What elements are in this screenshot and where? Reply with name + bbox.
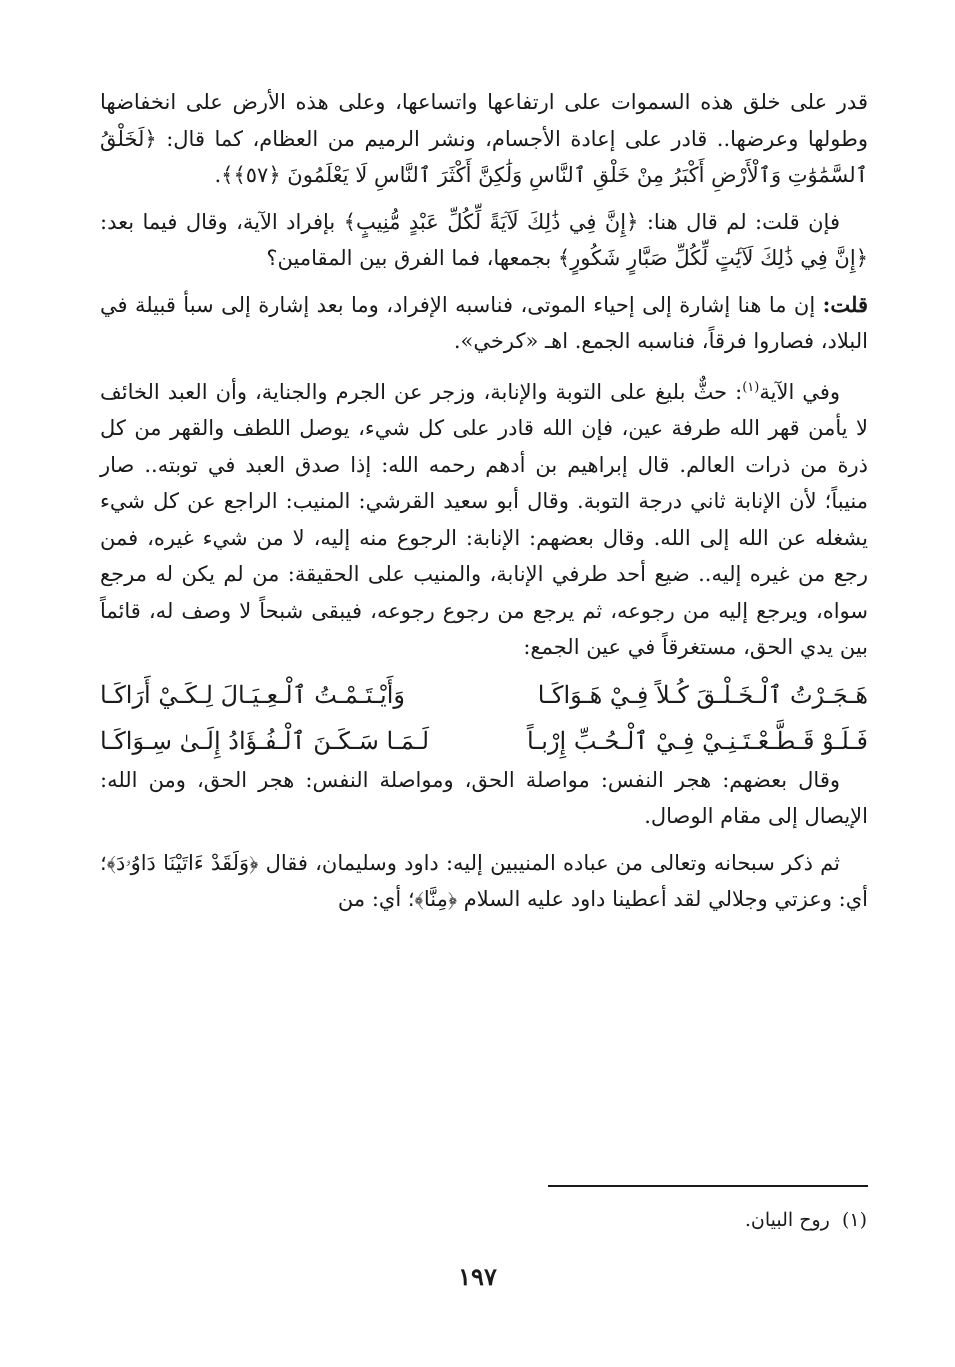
paragraph-6: ثم ذكر سبحانه وتعالى من عباده المنيبين إليه: داود وسليمان، فقال ﴿وَلَقَدْ ءَاتَيْنَا دَاوُۥدَ﴾؛ أي: وعزتي وجلالي لقد أعطينا داود عليه السلام ﴿مِنَّا﴾؛ أي: من (100, 850, 868, 911)
poem-line-1-first-hemistich: هَـجَـرْتُ ٱلْـخَـلْـقَ كُـلاً فِـيْ هَـوَاكَـا (537, 680, 868, 709)
paragraph-4-body: حثٌّ بليغ على التوبة والإنابة، وزجر عن الجرم والجناية، وأن العبد الخائف لا يأمن قهر الله طرفة عين، فإن الله قادر على كل شيء، يوصل اللطف والقهر من كل ذرة من ذرات العالم. قال إبراهيم بن أدهم رحمه الله: إذا صدق العبد في توبته.. صار منيباً؛ لأن الإنابة ثاني درجة التوبة. وقال أبو سعيد القرشي: المنيب: الراجع عن كل شيء يشغله عن الله إلى الله. وقال بعضهم: الإنابة: الرجوع منه إليه، لا من شيء غيره، فمن رجع من غيره إليه.. ضيع أحد طرفي الإنابة، والمنيب على الحقيقة: من لم يكن له مرجع سواه، ويرجع إليه من رجوعه، ثم يرجع من رجوع رجوعه، فيبقى شبحاً لا وصف له، قائماً بين يدي الحق، مستغرقاً في عين الجمع: (100, 379, 868, 659)
poem-line-2 (100, 720, 868, 762)
paragraph-3 (100, 287, 868, 360)
footnote-marker: (١) (841, 1209, 867, 1231)
paragraph-4 (100, 370, 868, 666)
paragraph-3-body: إن ما هنا إشارة إلى إحياء الموتى، فناسبه الإفراد، وما بعد إشارة إلى سبأ قبيلة في البلاد، فصاروا فرقاً، فناسبه الجمع. اهـ «كرخي». (100, 292, 868, 353)
paragraph-5: وقال بعضهم: هجر النفس: مواصلة الحق، ومواصلة النفس: هجر الحق، ومن الله: الإيصال إلى مقام الوصال. (100, 767, 868, 828)
qult-label: قلت: (822, 291, 869, 317)
main-text (100, 84, 868, 918)
colon: : (735, 379, 743, 404)
footnote-text: روح البيان. (744, 1209, 830, 1231)
paragraph-2: فإن قلت: لم قال هنا: ﴿إِنَّ فِي ذَٰلِكَ لَآيَةً لِّكُلِّ عَبْدٍ مُّنِيبٍ﴾ بإفراد الآية، وقال فيما بعد: ﴿إِنَّ فِي ذَٰلِكَ لَآيَٰتٍ لِّكُلِّ صَبَّارٍ شَكُورٍ﴾ بجمعها، فما الفرق بين المقامين؟ (100, 209, 868, 270)
footnote (745, 1206, 867, 1234)
paragraph-1: قدر على خلق هذه السموات على ارتفاعها واتساعها، وعلى هذه الأرض على انخفاضها وطولها وعرضها.. قادر على إعادة الأجسام، ونشر الرميم من العظام، كما قال: ﴿لَخَلْقُ ٱلسَّمَٰوَٰتِ وَٱلْأَرْضِ أَكْبَرُ مِنْ خَلْقِ ٱلنَّاسِ وَلَٰكِنَّ أَكْثَرَ ٱلنَّاسِ لَا يَعْلَمُونَ ﴿٥٧﴾﴾. (100, 90, 868, 187)
poem-line-2-second-hemistich: لَـمَـا سَـكَـنَ ٱلْـفُـؤَادُ إِلَـىٰ سِـوَاكَـا (100, 726, 430, 755)
footnote-ref: (١) (742, 379, 760, 395)
page-number: ١٩٧ (458, 1262, 497, 1291)
poem-line-1-second-hemistich: وَأَيْـتَـمْـتُ ٱلْـعِـيَـالَ لِـكَـيْ أَرَاكَـا (100, 680, 405, 709)
footnote-divider (548, 1185, 868, 1187)
poem-line-1 (100, 674, 868, 716)
poem-line-2-first-hemistich: فَـلَـوْ قَـطَّـعْـتَـنِـيْ فِـيْ ٱلْـحُـبِّ إِرْبـاً (526, 726, 868, 755)
verse-ref-label: وفي الآية (759, 379, 840, 404)
